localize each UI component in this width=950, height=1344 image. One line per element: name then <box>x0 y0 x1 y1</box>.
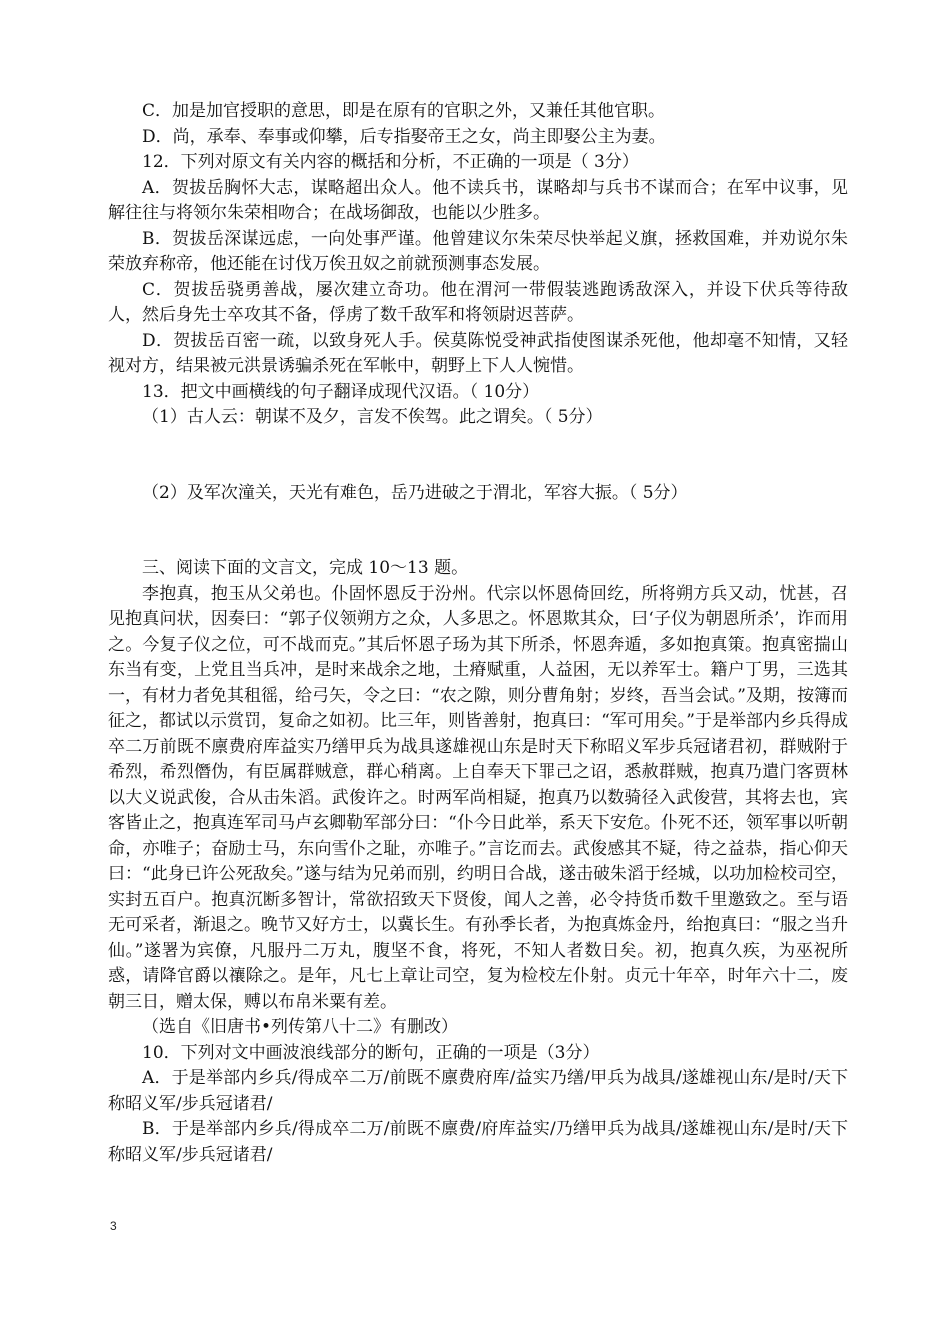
classical-passage: 李抱真，抱玉从父弟也。仆固怀恩反于汾州。代宗以怀恩倚回纥，所将朔方兵又动，忧甚，召见抱真问状，因奏曰：“郭子仪领朔方之众，人多思之。怀恩欺其众，曰‘子仪为朝恩所杀’，诈而用之。今复子仪之位，可不战而克。”其后怀恩子玚为其下所杀，怀恩奔遁，多如抱真策。抱真密揣山东当有变，上党且当兵冲，是时来战余之地，土瘠赋重，人益困，无以养军士。籍户丁男，三选其一，有材力者免其租徭，给弓矢，令之曰：“农之隙，则分曹角射；岁终，吾当会试。”及期，按簿而征之，都试以示赏罚，复命之如初。比三年，则皆善射，抱真曰：“军可用矣。”于是举部内乡兵得成卒二万前既不廪费府库益实乃缮甲兵为战具遂雄视山东是时天下称昭义军步兵冠诸君初，群贼附于希烈，希烈僭伪，有臣属群贼意，群心稍离。上自奉天下罪己之诏，悉赦群贼，抱真乃遣门客贾林以大义说武俊，合从击朱滔。武俊许之。时两军尚相疑，抱真乃以数骑径入武俊营，其将去也，宾客皆止之，抱真连军司马卢玄卿勒军部分曰：“仆今日此举，系天下安危。仆死不还，领军事以听朝命，亦唯子；奋励士马，东向雪仆之耻，亦唯子。”言讫而去。武俊感其不疑，待之益恭，指心仰天曰：“此身已许公死敌矣。”遂与结为兄弟而别，约明日合战，遂击破朱滔于经城，以功加检校司空，实封五百户。抱真沉断多智计，常欲招致天下贤俊，闻人之善，必令持货币数千里邀致之。至与语无可采者，渐退之。晚节又好方士，以冀长生。有孙季长者，为抱真炼金丹，绐抱真曰：“服之当升仙。”遂署为宾僚，凡服丹二万丸，腹坚不食，将死，不知人者数日矣。初，抱真久疾，为巫祝所惑，请降官爵以禳除之。是年，凡七上章让司空，复为检校左仆射。贞元十年卒，时年六十二，废朝三日，赠太保，赙以布帛米粟有差。 <box>108 583 848 1012</box>
q11-option-c: C．加是加官授职的意思，即是在原有的官职之外，又兼任其他官职。 <box>142 101 666 121</box>
q13-stem: 13．把文中画横线的句子翻译成现代汉语。（ 10分） <box>142 381 540 402</box>
q11-option-d: D．尚，承奉、奉事或仰攀，后专指娶帝王之女，尚主即娶公主为妻。 <box>142 126 666 147</box>
q10-stem: 10．下列对文中画波浪线部分的断句，正确的一项是（3分） <box>142 1042 600 1063</box>
passage-source: （选自《旧唐书•列传第八十二》有删改） <box>142 1017 459 1037</box>
q10-option-b: B．于是举部内乡兵/得成卒二万/前既不廪费/府库益实/乃缮甲兵为战具/遂雄视山东/是时/天下称昭义军/步兵冠诸君/ <box>108 1119 848 1165</box>
q12-option-b: B．贺拔岳深谋远虑，一向处事严谨。他曾建议尔朱荣尽快举起义旗，拯救国难，并劝说尔朱荣放弃称帝，他还能在讨伐万俟丑奴之前就预测事态发展。 <box>108 228 848 274</box>
q13-sentence-1: （1）古人云：朝谋不及夕，言发不俟驾。此之谓矣。（ 5分） <box>142 407 603 427</box>
q13-sentence-2: （2）及军次潼关，天光有难色，岳乃进破之于渭北，军容大振。（ 5分） <box>142 482 688 503</box>
q12-option-a: A．贺拔岳胸怀大志，谋略超出众人。他不读兵书，谋略却与兵书不谋而合；在军中议事，见解往往与将领尔朱荣相吻合；在战场御敌，也能以少胜多。 <box>108 177 848 223</box>
q12-option-c: C．贺拔岳骁勇善战，屡次建立奇功。他在渭河一带假装逃跑诱敌深入，并设下伏兵等待敌人，然后身先士卒攻其不备，俘虏了数千敌军和将领尉迟菩萨。 <box>108 279 848 325</box>
page-number: 3 <box>110 1219 117 1233</box>
q12-option-d: D．贺拔岳百密一疏，以致身死人手。侯莫陈悦受神武指使图谋杀死他，他却毫不知情，又轻视对方，结果被元洪景诱骗杀死在军帐中，朝野上下人人惋惜。 <box>108 330 848 376</box>
answer-space-2 <box>108 506 848 556</box>
document-body <box>108 99 848 1168</box>
q10-option-a: A．于是举部内乡兵/得成卒二万/前既不廪费府库/益实乃缮/甲兵为战具/遂雄视山东/是时/天下称昭义军/步兵冠诸君/ <box>108 1068 848 1114</box>
section3-heading: 三、阅读下面的文言文，完成 10～13 题。 <box>142 558 469 578</box>
q12-stem: 12．下列对原文有关内容的概括和分析，不正确的一项是（ 3分） <box>142 152 639 172</box>
answer-space-1 <box>108 431 848 481</box>
